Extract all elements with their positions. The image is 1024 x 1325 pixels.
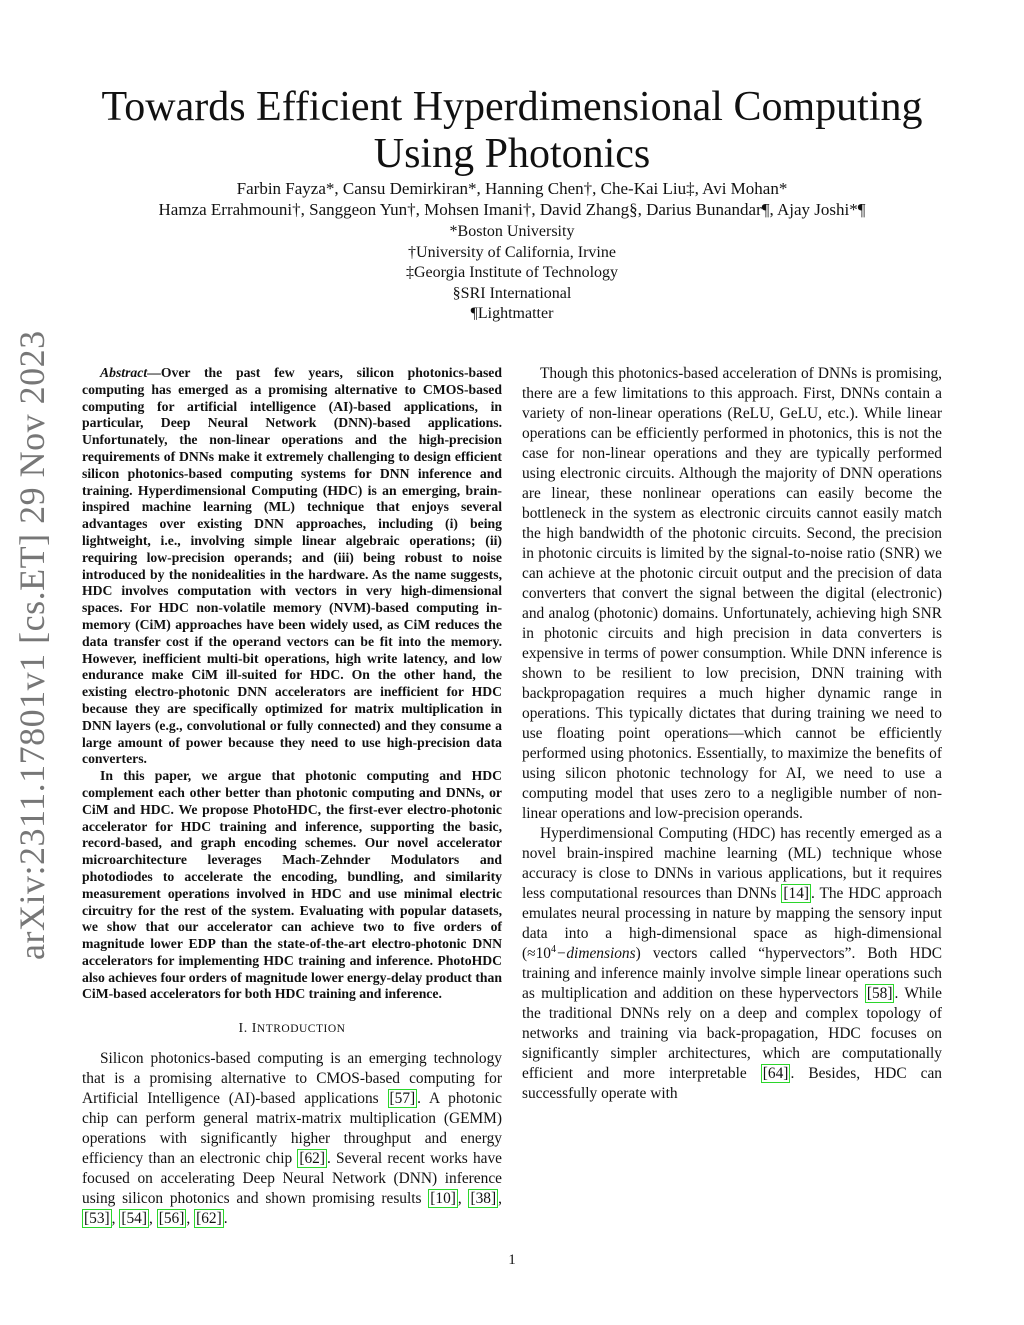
- arxiv-identifier-stamp: arXiv:2311.17801v1 [cs.ET] 29 Nov 2023: [12, 330, 52, 960]
- citation-link[interactable]: [58]: [866, 985, 893, 1002]
- section-title-rest: NTRODUCTION: [256, 1023, 346, 1036]
- abstract-text-1: Over the past few years, silicon photonics-based computing has emerged as a promising alternative to CMOS-based computing for artificial intelligence (AI)-based applications, in particular, Deep Neural Network (DNN)-based applications. Unfortunately, the non-linear operations and the high-precision requirements of DNNs make it extremely challenging to design efficient silicon photonics-based computing systems for DNN inference and training. Hyperdimensional Computing (HDC) is an emerging, brain-inspired machine learning (ML) technique that enjoys several advantages over existing DNN approaches, including (i) being lightweight, i.e., involving simple linear algebraic operations; (ii) requiring low-precision operands; and (iii) being robust to noise introduced by the nonidealities in the hardware. As the name suggests, HDC involves computation with vectors in very high-dimensional spaces. For HDC non-volatile memory (NVM)-based computing in-memory (CiM) approaches have been widely used, as CiM reduces the data transfer cost if the operand vectors can be fit into the memory. However, inefficient multi-bit operations, high write latency, and low endurance make CiM ill-suited for HDC. On the other hand, the existing electro-photonic DNN accelerators are inefficient for HDC because they are specifically optimized for matrix multiplication in DNN layers (e.g., convolutional or fully connected) and they consume a large amount of power because they need to use high-precision data converters.: [82, 365, 502, 767]
- intro-p1-text-b: . A photonic chip can perform general matrix-matrix multiplication (GEMM) operations with significantly higher throughput and energy efficiency than an electronic chip: [82, 1090, 502, 1168]
- intro-p3-text-c: ) vectors called “hypervectors”. Both HDC training and inference mainly involve simple linear operations such as multiplication and addition on these hypervectors: [522, 945, 942, 1002]
- citation-link[interactable]: [54]: [121, 1210, 148, 1228]
- intro-p3-text-e: . Besides, HDC can successfully operate with: [522, 1065, 942, 1102]
- citation-link[interactable]: [62]: [196, 1210, 222, 1228]
- affiliation-uci: †University of California, Irvine: [408, 243, 616, 261]
- affiliation-georgia-tech: ‡Georgia Institute of Technology: [405, 264, 619, 281]
- section-number: I.: [238, 1021, 248, 1037]
- affiliation-boston: *Boston University: [449, 223, 575, 240]
- intro-p3-text-d: . While the traditional DNNs rely on a deep and complex topology of networks and training via back-propagation, HDC focuses on significantly simpler architectures, which are computationally efficient and more interpretable: [522, 985, 942, 1082]
- left-column: [82, 365, 502, 1229]
- right-column: [522, 364, 942, 1104]
- abstract: [82, 365, 502, 1003]
- author-list: [0, 178, 1024, 220]
- intro-p3-text-b: . The HDC approach emulates neural processing in nature by mapping the sensory input data into a high-dimensional space as high-dimensional (≈10: [522, 885, 942, 962]
- intro-right-text: [522, 364, 942, 1104]
- authors-line-1: Farbin Fayza*, Cansu Demirkiran*, Hanning Chen†, Che-Kai Liu‡, Avi Mohan*: [236, 179, 788, 198]
- section-title-initial: I: [251, 1021, 257, 1037]
- intro-p3-text-a: Hyperdimensional Computing (HDC) has recently emerged as a novel brain-inspired machine learning (ML) technique whose accuracy is close to DNNs in various applications, but it requires less computational resources than DNNs: [522, 825, 942, 902]
- citation-link[interactable]: [64]: [762, 1065, 789, 1082]
- authors-line-2: Hamza Errahmouni†, Sanggeon Yun†, Mohsen Imani†, David Zhang§, Darius Bunandar¶, Ajay Joshi*¶: [158, 200, 866, 219]
- math-dimensions: −dimensions: [555, 945, 636, 962]
- abstract-paragraph-1: Abstract—Over the past few years, silicon photonics-based computing has emerged as a promising alternative to CMOS-based computing for artificial intelligence (AI)-based applications, in particular, Deep Neural Network (DNN)-based applications. Unfortunately, the non-linear operations and the high-precision requirements of DNNs make it extremely challenging to design efficient silicon photonics-based computing systems for DNN inference and training. Hyperdimensional Computing (HDC) is an emerging, brain-inspired machine learning (ML) technique that enjoys several advantages over existing DNN approaches, including (i) being lightweight, i.e., involving simple linear algebraic operations; (ii) requiring low-precision operands; and (iii) being robust to noise introduced by the nonidealities in the hardware. As the name suggests, HDC involves computation with vectors in very high-dimensional spaces. For HDC non-volatile memory (NVM)-based computing in-memory (CiM) approaches have been widely used, as CiM reduces the data transfer cost if the operand vectors can be fit into the memory. However, inefficient multi-bit operations, high write latency, and low endurance make CiM ill-suited for HDC. On the other hand, the existing electro-photonic DNN accelerators are inefficient for HDC because they are specifically optimized for matrix multiplication in DNN layers (e.g., convolutional or fully connected) and they consume a large amount of power because they need to use high-precision data converters.: [82, 365, 502, 767]
- intro-paragraph-1: Silicon photonics-based computing is an emerging technology that is a promising alternative to CMOS-based computing for Artificial Intelligence (AI)-based applications [57] . A photonic chip can perform general matrix-matrix multiplication (GEMM) operations with significantly higher throughput and energy efficiency than an electronic chip [62] . Several recent works have focused on accelerating Deep Neural Network (DNN) inference using silicon photonics and shown promising results [10] , [38] , [53] , [54] , [56] , [62] .: [82, 1050, 502, 1228]
- affiliation-sri: §SRI International: [452, 284, 572, 302]
- section-heading-introduction: [82, 1021, 502, 1037]
- intro-p1-text-a: Silicon photonics-based computing is an emerging technology that is a promising alternative to CMOS-based computing for Artificial Intelligence (AI)-based applications: [82, 1050, 502, 1108]
- citation-link[interactable]: [62]: [299, 1150, 325, 1168]
- intro-paragraph-3: [522, 824, 942, 1104]
- citation-link[interactable]: [14]: [783, 885, 810, 902]
- exponent: 4: [550, 943, 556, 955]
- citation-link[interactable]: [56]: [158, 1210, 185, 1228]
- citation-link[interactable]: [38]: [470, 1190, 497, 1208]
- paper-title: [0, 84, 1024, 178]
- citation-link[interactable]: [10]: [430, 1190, 456, 1208]
- intro-p1-text-c: . Several recent works have focused on accelerating Deep Neural Network (DNN) inference using silicon photonics and shown promising results: [82, 1150, 502, 1208]
- intro-left-text: [82, 1049, 502, 1229]
- citation-link[interactable]: [57]: [389, 1090, 416, 1108]
- citation-link[interactable]: [53]: [84, 1210, 110, 1228]
- affiliation-list: [0, 222, 1024, 325]
- page-number: 1: [508, 1252, 516, 1268]
- abstract-paragraph-2: In this paper, we argue that photonic computing and HDC complement each other better than photonic computing and DNNs, or CiM and HDC. We propose PhotoHDC, the first-ever electro-photonic accelerator for HDC training and inference, supporting the basic, record-based, and graph encoding schemes. Our novel accelerator microarchitecture leverages Mach-Zehnder Modulators and photodiodes to accelerate the encoding, bundling, and similarity measurement operations involved in HDC and use minimal electric circuitry for the rest of the system. Evaluating with popular datasets, we show that our accelerator can achieve two to five orders of magnitude lower EDP than the state-of-the-art electro-photonic DNN accelerators for implementing HDC training and inference. PhotoHDC also achieves four orders of magnitude lower energy-delay product than CiM-based accelerators for both HDC training and inference.: [82, 768, 502, 1002]
- affiliation-lightmatter: ¶Lightmatter: [470, 305, 554, 322]
- title-line-1: Towards Efficient Hyperdimensional Computing: [101, 84, 923, 130]
- title-line-2: Using Photonics: [373, 131, 651, 177]
- intro-paragraph-2: Though this photonics-based acceleration of DNNs is promising, there are a few limitations to this approach. First, DNNs contain a variety of non-linear operations (ReLU, GeLU, etc.). While linear operations can be efficiently performed in photonics, this is not the case for non-linear operations and they are typically performed using electronic circuits. Although the majority of DNN operations are linear, these nonlinear operations can easily become the bottleneck in the system as electronic circuits cannot easily match the high bandwidth of the photonic circuits. Second, the precision in photonic circuits is limited by the signal-to-noise ratio (SNR) we can achieve at the photonic circuit output and the precision of data converters that convert the signal between the digital (electronic) and analog (photonic) domains. Unfortunately, achieving high SNR in photonic circuits and high precision in data converters is expensive in terms of power consumption. While DNN inference is shown to be resilient to low precision, DNN training with backpropagation requires a much higher dynamic range in operations. This typically dictates that during training we need to use floating point operations—which cannot be efficiently performed using photonics. Essentially, to maximize the benefits of using silicon photonic technology for AI, we need to use a computing model that uses zero to a negligible number of non-linear operations and low-precision operands.: [522, 365, 942, 822]
- abstract-label: Abstract: [100, 365, 148, 380]
